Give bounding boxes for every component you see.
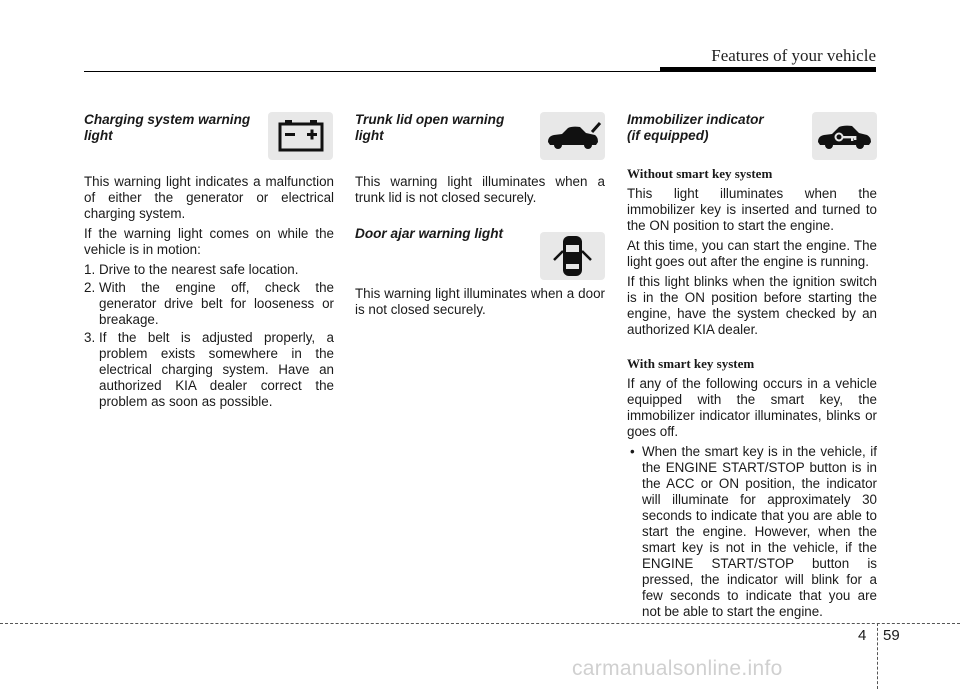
trunk-text: This warning light illuminates when a trunk lid is not closed securely. [355,174,605,205]
with-p1: If any of the following occurs in a vehicle equipped with the smart key, the immobilizer indicator illuminates, blinks or goes off. [627,376,877,439]
battery-icon [268,112,333,160]
bullet: • [630,444,635,459]
without-smart-key-title: Without smart key system [627,166,773,181]
door-text: This warning light illuminates when a door is not closed securely. [355,286,605,317]
page-number: 59 [883,627,900,644]
without-p3: If this light blinks when the ignition switch is in the ON position before starting the engine, have the system checked by an authorized KIA dealer. [627,274,877,337]
watermark: carmanualsonline.info [572,657,783,680]
without-p1: This light illuminates when the immobilizer key is inserted and turned to the ON position to start the engine. [627,186,877,233]
door-ajar-icon [540,232,605,280]
charging-heading: Charging system warning light [84,112,251,143]
door-heading: Door ajar warning light [355,226,504,241]
footer-rule [0,623,960,624]
chapter-number: 4 [858,627,867,644]
list-item: 1. Drive to the nearest safe location. [84,262,299,277]
immobilizer-section [627,112,877,620]
charging-intro: This warning light indicates a malfunction of either the generator or electrical charging system. [84,174,334,221]
list-item: 2. With the engine off, check the generator drive belt for looseness or breakage. [84,280,334,327]
footer-divider [877,623,878,689]
charging-steps [84,262,334,410]
trunk-open-icon [540,112,605,160]
list-item: • When the smart key is in the vehicle, if the ENGINE START/STOP button is in the ACC or ON position, the indicator will illuminate for approximately 30 seconds to indicate that you are able to start the engine. However, when the smart key is not in the vehicle, if the ENGINE START/STOP button is pressed, the indicator will blink for a few seconds to indicate that you are not be able to start the engine. [630,444,877,619]
charging-note: If the warning light comes on while the vehicle is in motion: [84,226,334,257]
list-item: 3. If the belt is adjusted properly, a problem exists somewhere in the electrical charging system. Have an authorized KIA dealer correct the problem as soon as possible. [84,330,334,409]
with-smart-key-title: With smart key system [627,356,755,371]
immobilizer-car-key-icon [812,112,877,160]
header-rule-thick [660,67,876,72]
trunk-heading: Trunk lid open warning light [355,112,505,143]
immobilizer-heading: Immobilizer indicator (if equipped) [627,112,764,143]
without-p2: At this time, you can start the engine. The light goes out after the engine is running. [627,238,877,269]
section-title: Features of your vehicle [711,46,876,65]
